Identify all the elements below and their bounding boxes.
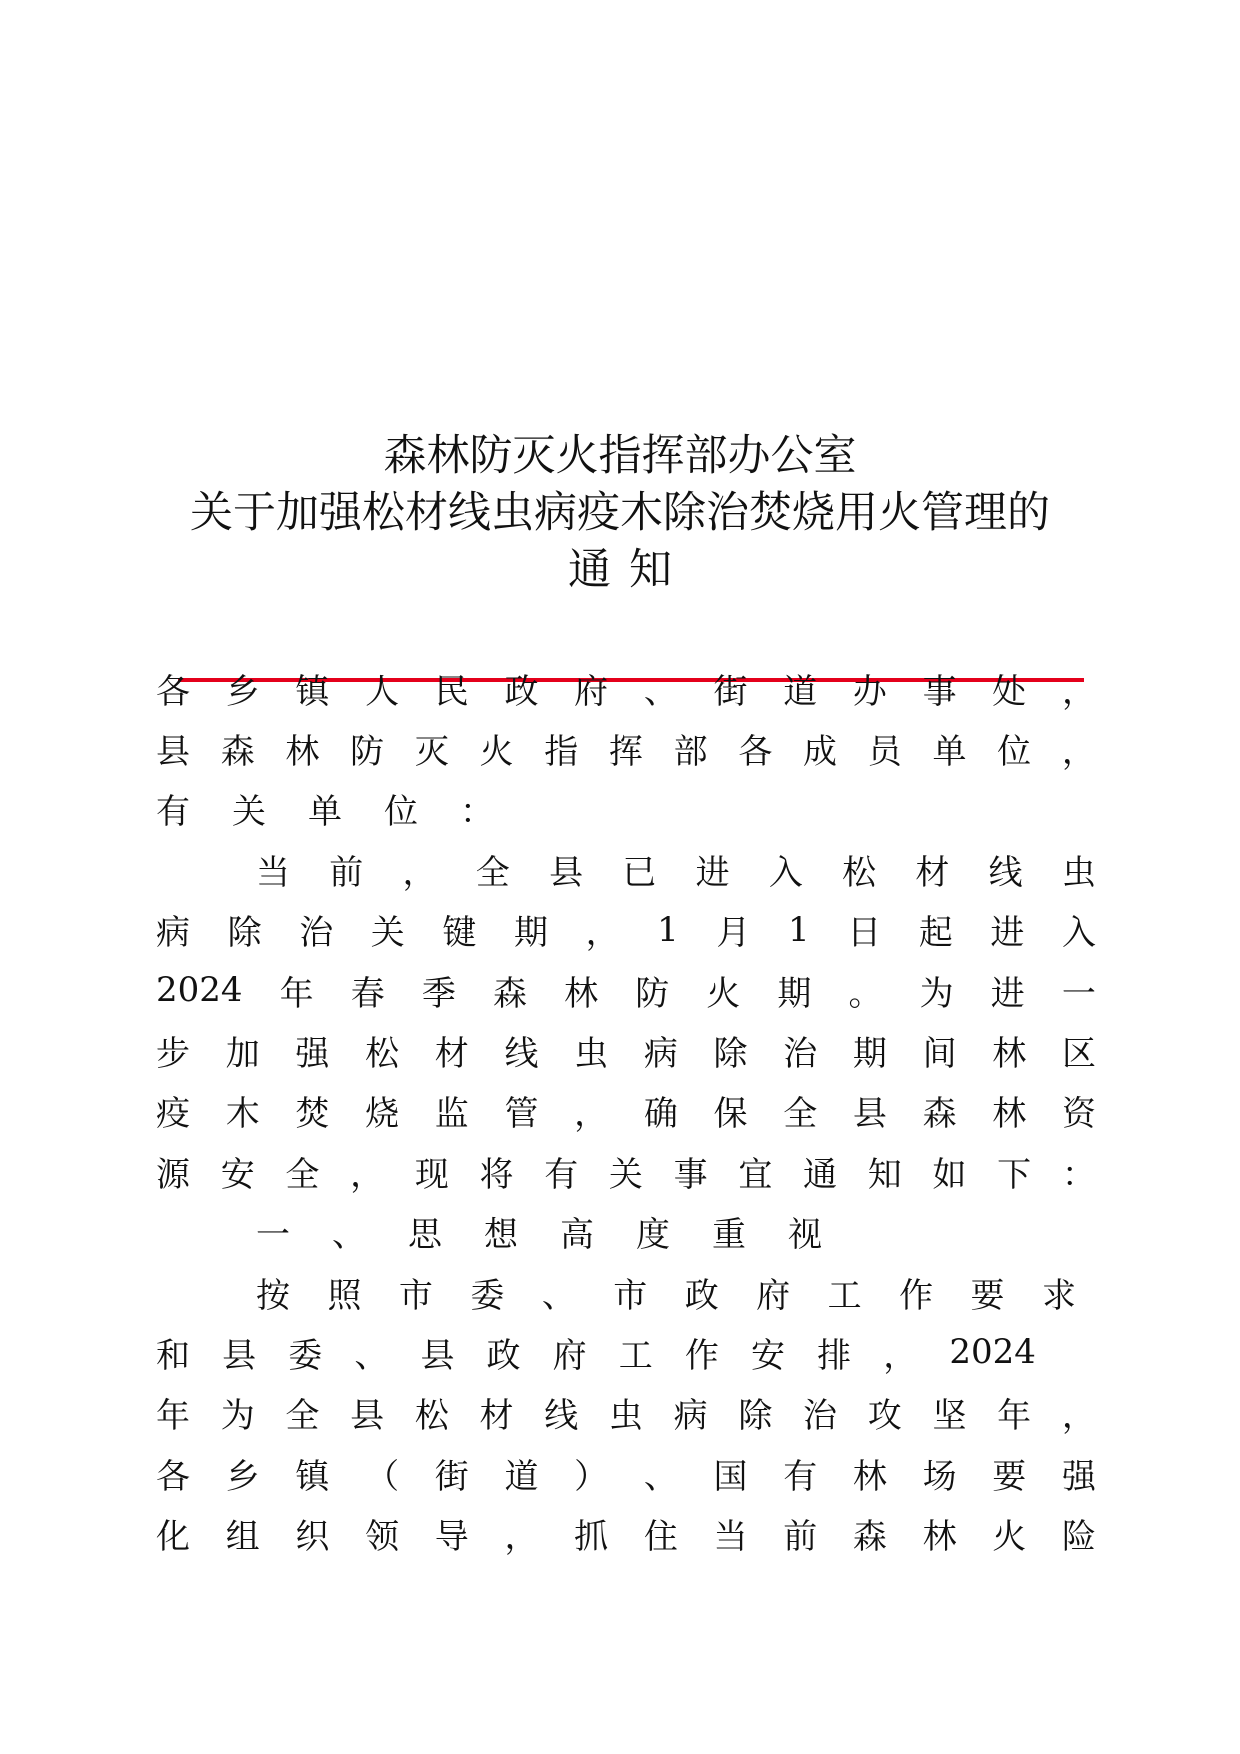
body-line xyxy=(156,960,1096,1020)
body-char: 市 xyxy=(613,1275,648,1316)
body-char: 火 xyxy=(992,1517,1027,1558)
body-char: 森 xyxy=(220,731,255,772)
body-char: 委 xyxy=(288,1335,323,1376)
body-char: 森 xyxy=(852,1517,887,1558)
body-char: 导 xyxy=(434,1517,469,1558)
body-char: 2024 xyxy=(949,1332,1036,1373)
body-char: 各 xyxy=(738,731,773,772)
body-char: ： xyxy=(460,792,494,833)
body-char: 监 xyxy=(434,1094,469,1135)
body-char: 、 xyxy=(332,1215,366,1256)
body-char: 松 xyxy=(414,1396,449,1437)
body-char: 各 xyxy=(156,1456,190,1497)
body-char: 知 xyxy=(867,1154,902,1195)
body-char: 资 xyxy=(1061,1094,1096,1135)
body-char: 县 xyxy=(852,1094,887,1135)
body-char: 位 xyxy=(997,731,1032,772)
body-char: 府 xyxy=(552,1335,587,1376)
body-char: 期 xyxy=(777,973,812,1014)
body-char: 员 xyxy=(867,731,902,772)
body-char: 前 xyxy=(329,852,364,893)
body-char: 、 xyxy=(643,1456,678,1497)
body-line xyxy=(156,1020,1096,1080)
body-char: 道 xyxy=(783,671,818,712)
body-char: 木 xyxy=(225,1094,260,1135)
body-line xyxy=(156,1141,1096,1201)
body-char: 线 xyxy=(544,1396,579,1437)
body-char: 加 xyxy=(225,1033,260,1074)
body-char: 防 xyxy=(635,973,670,1014)
body-char: 已 xyxy=(622,852,657,893)
body-char: 乡 xyxy=(225,671,260,712)
body-char: 键 xyxy=(442,913,477,954)
body-char: 确 xyxy=(643,1094,678,1135)
body-char: 关 xyxy=(608,1154,643,1195)
body-char: 作 xyxy=(684,1335,719,1376)
body-char: 府 xyxy=(574,671,609,712)
body-char: 1 xyxy=(787,909,810,950)
body-char: 县 xyxy=(222,1335,257,1376)
body-char: 县 xyxy=(156,731,190,772)
body-char: 日 xyxy=(847,913,882,954)
body-char: 现 xyxy=(414,1154,449,1195)
body-char: ） xyxy=(574,1456,609,1497)
body-char: 街 xyxy=(713,671,748,712)
body-char: 全 xyxy=(475,852,510,893)
body-char: 除 xyxy=(227,913,262,954)
body-char: 度 xyxy=(636,1215,670,1256)
body-char: 思 xyxy=(408,1215,442,1256)
body-char: 材 xyxy=(915,852,950,893)
body-char: 政 xyxy=(486,1335,521,1376)
body-char: 有 xyxy=(156,792,190,833)
body-char: 照 xyxy=(327,1275,362,1316)
body-char: 林 xyxy=(922,1517,957,1558)
body-char: 攻 xyxy=(867,1396,902,1437)
body-char: 强 xyxy=(295,1033,330,1074)
body-char: 治 xyxy=(803,1396,838,1437)
body-char: 林 xyxy=(992,1033,1027,1074)
body-char: ， xyxy=(504,1517,539,1558)
body-char: 街 xyxy=(434,1456,469,1497)
body-char: 全 xyxy=(285,1396,320,1437)
body-char: 成 xyxy=(803,731,838,772)
body-char: 如 xyxy=(932,1154,967,1195)
body-line xyxy=(156,1383,1096,1443)
body-char: 年 xyxy=(997,1396,1032,1437)
body-char: 材 xyxy=(479,1396,514,1437)
body-char: 线 xyxy=(988,852,1023,893)
body-char: 松 xyxy=(842,852,877,893)
body-char: 织 xyxy=(295,1517,330,1558)
body-char: 单 xyxy=(308,792,342,833)
body-char: 灭 xyxy=(414,731,449,772)
body-char: 府 xyxy=(756,1275,791,1316)
body-char: 政 xyxy=(684,1275,719,1316)
body-line xyxy=(156,839,1096,899)
body-char: 、 xyxy=(354,1335,389,1376)
title-line-1: 森林防灭火指挥部办公室 xyxy=(383,431,857,481)
body-char: 市 xyxy=(398,1275,433,1316)
body-char: 乡 xyxy=(225,1456,260,1497)
body-char: 林 xyxy=(564,973,599,1014)
body-char: 线 xyxy=(504,1033,539,1074)
body-char: 进 xyxy=(990,913,1025,954)
body-char: 场 xyxy=(922,1456,957,1497)
body-char: 焚 xyxy=(295,1094,330,1135)
title-line-3: 通知 xyxy=(568,545,690,595)
body-char: 1 xyxy=(657,909,679,950)
body-line xyxy=(156,1202,1096,1262)
body-char: 人 xyxy=(365,671,400,712)
body-char: 县 xyxy=(549,852,584,893)
body-char: 病 xyxy=(643,1033,678,1074)
title-line-2: 关于加强松材线虫病疫木除治焚烧用火管理的 xyxy=(190,488,1050,538)
body-char: 林 xyxy=(852,1456,887,1497)
body-char: 。 xyxy=(848,973,883,1014)
body-char: 治 xyxy=(783,1033,818,1074)
body-char: 坚 xyxy=(932,1396,967,1437)
body-char: 要 xyxy=(992,1456,1027,1497)
body-char: ， xyxy=(1061,731,1096,772)
body-char: 入 xyxy=(1062,913,1096,954)
body-char: 政 xyxy=(504,671,539,712)
body-char: 高 xyxy=(560,1215,594,1256)
body-char: ， xyxy=(574,1094,609,1135)
body-char: 工 xyxy=(827,1275,862,1316)
body-char: 挥 xyxy=(608,731,643,772)
body-line xyxy=(156,1504,1096,1564)
body-char: 视 xyxy=(788,1215,822,1256)
body-char: 镇 xyxy=(295,1456,330,1497)
body-char: 病 xyxy=(156,913,190,954)
body-char: 季 xyxy=(421,973,456,1014)
body-char: 委 xyxy=(470,1275,505,1316)
body-char: 火 xyxy=(706,973,741,1014)
body-char: 步 xyxy=(156,1033,190,1074)
body-char: 有 xyxy=(544,1154,579,1195)
body-char: 工 xyxy=(618,1335,653,1376)
body-char: 通 xyxy=(803,1154,838,1195)
body-char: 事 xyxy=(922,671,957,712)
body-char: 当 xyxy=(713,1517,748,1558)
body-char: 全 xyxy=(783,1094,818,1135)
body-char: ， xyxy=(350,1154,385,1195)
body-char: 年 xyxy=(156,1396,190,1437)
body-char: ： xyxy=(1061,1154,1096,1195)
body-char: 进 xyxy=(990,973,1025,1014)
body-char: 、 xyxy=(541,1275,576,1316)
body-char: 部 xyxy=(673,731,708,772)
body-char: 作 xyxy=(899,1275,934,1316)
body-char: 各 xyxy=(156,671,190,712)
body-char: 年 xyxy=(279,973,314,1014)
body-char: ， xyxy=(883,1335,918,1376)
body-char: 全 xyxy=(285,1154,320,1195)
body-char: 将 xyxy=(479,1154,514,1195)
body-char: 县 xyxy=(350,1396,385,1437)
body-char: 安 xyxy=(220,1154,255,1195)
body-char: 疫 xyxy=(156,1094,190,1135)
body-char: 处 xyxy=(992,671,1027,712)
body-char: 和 xyxy=(156,1335,190,1376)
body-char: 森 xyxy=(922,1094,957,1135)
body-char: 住 xyxy=(643,1517,678,1558)
body-char: 前 xyxy=(783,1517,818,1558)
body-line xyxy=(156,779,1096,839)
body-char: 区 xyxy=(1061,1033,1096,1074)
body-char: 宜 xyxy=(738,1154,773,1195)
body-char: ， xyxy=(1061,671,1096,712)
body-char: 民 xyxy=(434,671,469,712)
body-char: 想 xyxy=(484,1215,518,1256)
body-char: 材 xyxy=(434,1033,469,1074)
body-char: 重 xyxy=(712,1215,746,1256)
body-char: 办 xyxy=(852,671,887,712)
body-char: 期 xyxy=(852,1033,887,1074)
body-char: 进 xyxy=(695,852,730,893)
body-char: 松 xyxy=(365,1033,400,1074)
body-char: 虫 xyxy=(1061,852,1096,893)
body-char: 林 xyxy=(992,1094,1027,1135)
body-char: 火 xyxy=(479,731,514,772)
body-char: 为 xyxy=(919,973,954,1014)
body-line xyxy=(156,1443,1096,1503)
body-line xyxy=(156,658,1096,718)
body-char: 烧 xyxy=(365,1094,400,1135)
body-line xyxy=(156,1322,1036,1382)
body-char: 林 xyxy=(285,731,320,772)
body-char: 道 xyxy=(504,1456,539,1497)
body-char: 按 xyxy=(256,1275,290,1316)
body-char: 一 xyxy=(256,1215,290,1256)
body-char: 位 xyxy=(384,792,418,833)
body-char: 月 xyxy=(716,913,751,954)
body-char: 2024 xyxy=(156,970,243,1010)
body-line xyxy=(156,1081,1096,1141)
body-char: 管 xyxy=(504,1094,539,1135)
body-line xyxy=(156,718,1096,778)
body-char: 组 xyxy=(225,1517,260,1558)
body-char: 防 xyxy=(350,731,385,772)
body-char: 事 xyxy=(673,1154,708,1195)
body-char: 关 xyxy=(232,792,266,833)
body-char: 化 xyxy=(156,1517,190,1558)
body-char: 关 xyxy=(370,913,405,954)
body-char: ， xyxy=(1061,1396,1096,1437)
body-char: 、 xyxy=(643,671,678,712)
body-char: 强 xyxy=(1061,1456,1096,1497)
body-line xyxy=(156,1262,1076,1322)
body-char: 起 xyxy=(918,913,953,954)
body-char: 镇 xyxy=(295,671,330,712)
body-char: 源 xyxy=(156,1154,190,1195)
body-char: 要 xyxy=(970,1275,1005,1316)
body-char: （ xyxy=(365,1456,400,1497)
body-char: 为 xyxy=(220,1396,255,1437)
body-char: 国 xyxy=(713,1456,748,1497)
body-char: 指 xyxy=(544,731,579,772)
body-char: 除 xyxy=(738,1396,773,1437)
body-char: 除 xyxy=(713,1033,748,1074)
body-line xyxy=(156,900,1096,960)
body-char: 安 xyxy=(750,1335,785,1376)
body-char: 险 xyxy=(1061,1517,1096,1558)
body-char: ， xyxy=(585,913,620,954)
body-char: 森 xyxy=(492,973,527,1014)
body-char: 有 xyxy=(783,1456,818,1497)
body-char: 春 xyxy=(350,973,385,1014)
body-char: ， xyxy=(402,852,437,893)
body-char: 病 xyxy=(673,1396,708,1437)
body-char: 抓 xyxy=(574,1517,609,1558)
body-char: 县 xyxy=(420,1335,455,1376)
body-char: 间 xyxy=(922,1033,957,1074)
body-char: 当 xyxy=(256,852,290,893)
body-char: 保 xyxy=(713,1094,748,1135)
body-char: 一 xyxy=(1061,973,1096,1014)
body-char: 下 xyxy=(997,1154,1032,1195)
body-char: 虫 xyxy=(574,1033,609,1074)
body-char: 排 xyxy=(817,1335,852,1376)
body-char: 期 xyxy=(513,913,548,954)
body-char: 单 xyxy=(932,731,967,772)
body-char: 治 xyxy=(299,913,334,954)
body-char: 虫 xyxy=(608,1396,643,1437)
body-char: 领 xyxy=(365,1517,400,1558)
body-char: 入 xyxy=(768,852,803,893)
body-char: 求 xyxy=(1041,1275,1076,1316)
